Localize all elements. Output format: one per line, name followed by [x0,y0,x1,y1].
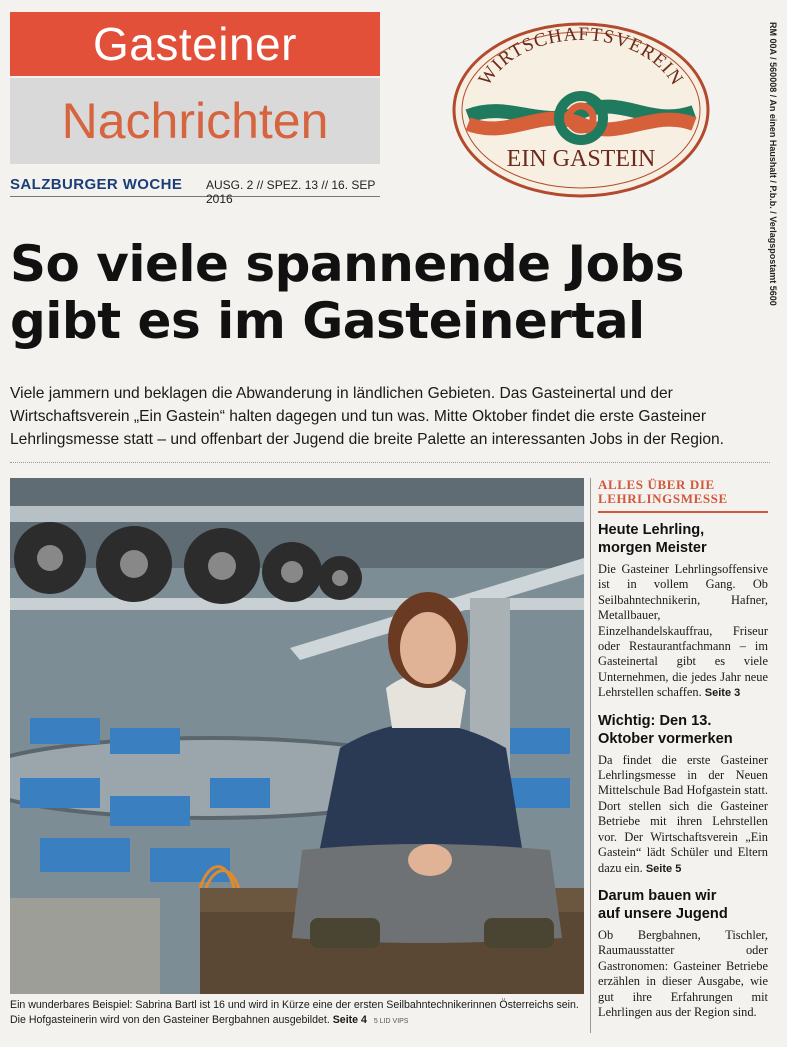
sidebar-heading-line1: ALLES ÜBER DIE [598,477,715,492]
sidebar-section-2 [598,712,768,877]
sidebar-section-title-line2: Oktober vormerken [598,730,733,747]
photo-caption [10,998,585,1029]
cover-photo [10,478,584,994]
masthead-title-line1: Gasteiner [10,12,380,76]
sidebar-section-text: Da findet die erste Gasteiner Lehrlingsmesse in der Neuen Mittelschule Bad Hofgastein statt. Dort stellen sich die Gasteiner Betriebe mit ihren Lehrstellen vor. Der Wirtschaftsverein „Ein Gastein“ lädt Schüler und Eltern dazu ein. [598,752,768,875]
sidebar-section-body [598,928,768,1020]
headline-line1: So viele spannende Jobs [10,235,684,293]
sidebar-section-title [598,521,768,557]
sidebar-section-1 [598,521,768,702]
sidebar-section-title [598,712,768,748]
sidebar-section-body [598,562,768,702]
sidebar-section-3 [598,887,768,1020]
sidebar-section-body [598,753,768,877]
wirtschaftsverein-logo [450,20,712,200]
masthead-title-line2: Nachrichten [10,78,380,164]
weekly-name: SALZBURGER WOCHE [10,176,183,193]
logo-arc-text: WIRTSCHAFTSVEREIN [474,23,688,90]
sidebar-section-page-ref: Seite 3 [704,687,741,700]
sidebar-rule [590,478,591,1033]
sidebar-section-title-line1: Heute Lehrling, [598,522,705,538]
sidebar-heading-line2: LEHRLINGSMESSE [598,491,728,506]
postal-note: RM 00A / 560008 / An einen Haushalt / P.b.b. / Verlagspostamt 5600 [768,22,778,306]
sidebar-section-page-ref: Seite 5 [645,862,682,875]
issue-info: AUSG. 2 // SPEZ. 13 // 16. SEP 2016 [206,178,376,206]
caption-text: Ein wunderbares Beispiel: Sabrina Bartl ist 16 und wird in Kürze eine der ersten Seilbahntechnikerinnen Österreichs sein. Die Hofgasteinerin wird von den Gasteiner Bergbahnen ausgebildet. [10,999,579,1026]
sidebar-section-title-line2: auf unsere Jugend [598,905,728,922]
sidebar [598,478,768,1030]
lead-paragraph: Viele jammern und beklagen die Abwanderung in ländlichen Gebieten. Das Gasteinertal und der Wirtschaftsverein „Ein Gastein“ halten dagegen und tun was. Mitte Oktober findet die erste Gasteiner Lehrlingsmesse statt – und offenbart der Jugend die breite Palette an interessanten Jobs in der Region. [10,385,725,448]
sidebar-section-text: Die Gasteiner Lehrlingsoffensive ist in vollem Gang. Ob Seilbahntechnikerin, Hafner, Metallbauer, Einzelhandelskauffrau, Friseur oder Restaurantfachmann – im Gasteinertal gibt es viele Unternehmen, die jedes Jahr neue Lehrstellen schaffen. [598,562,768,700]
logo-name: EIN GASTEIN [506,146,656,172]
headline [10,236,750,350]
sidebar-section-text: Ob Bergbahnen, Tischler, Raumausstatter oder Gastronomen: Gasteiner Betriebe erzählen in dieser Ausgabe, wie gut ihre Erfahrungen mit Lehrlingen aus der Region sind. [598,927,768,1019]
masthead-info-bar [10,174,380,206]
sidebar-section-title [598,887,768,923]
photo-credit: 5 LID VIPS [373,1018,409,1025]
sidebar-section-title-line2: morgen Meister [598,540,707,556]
headline-line2: gibt es im Gasteinertal [10,292,645,350]
caption-page-ref: Seite 4 [332,1014,367,1026]
sidebar-section-title-line1: Wichtig: Den 13. [598,712,712,729]
sidebar-heading [598,478,768,513]
sidebar-section-title-line1: Darum bauen wir [598,887,717,904]
section-divider [10,462,770,463]
